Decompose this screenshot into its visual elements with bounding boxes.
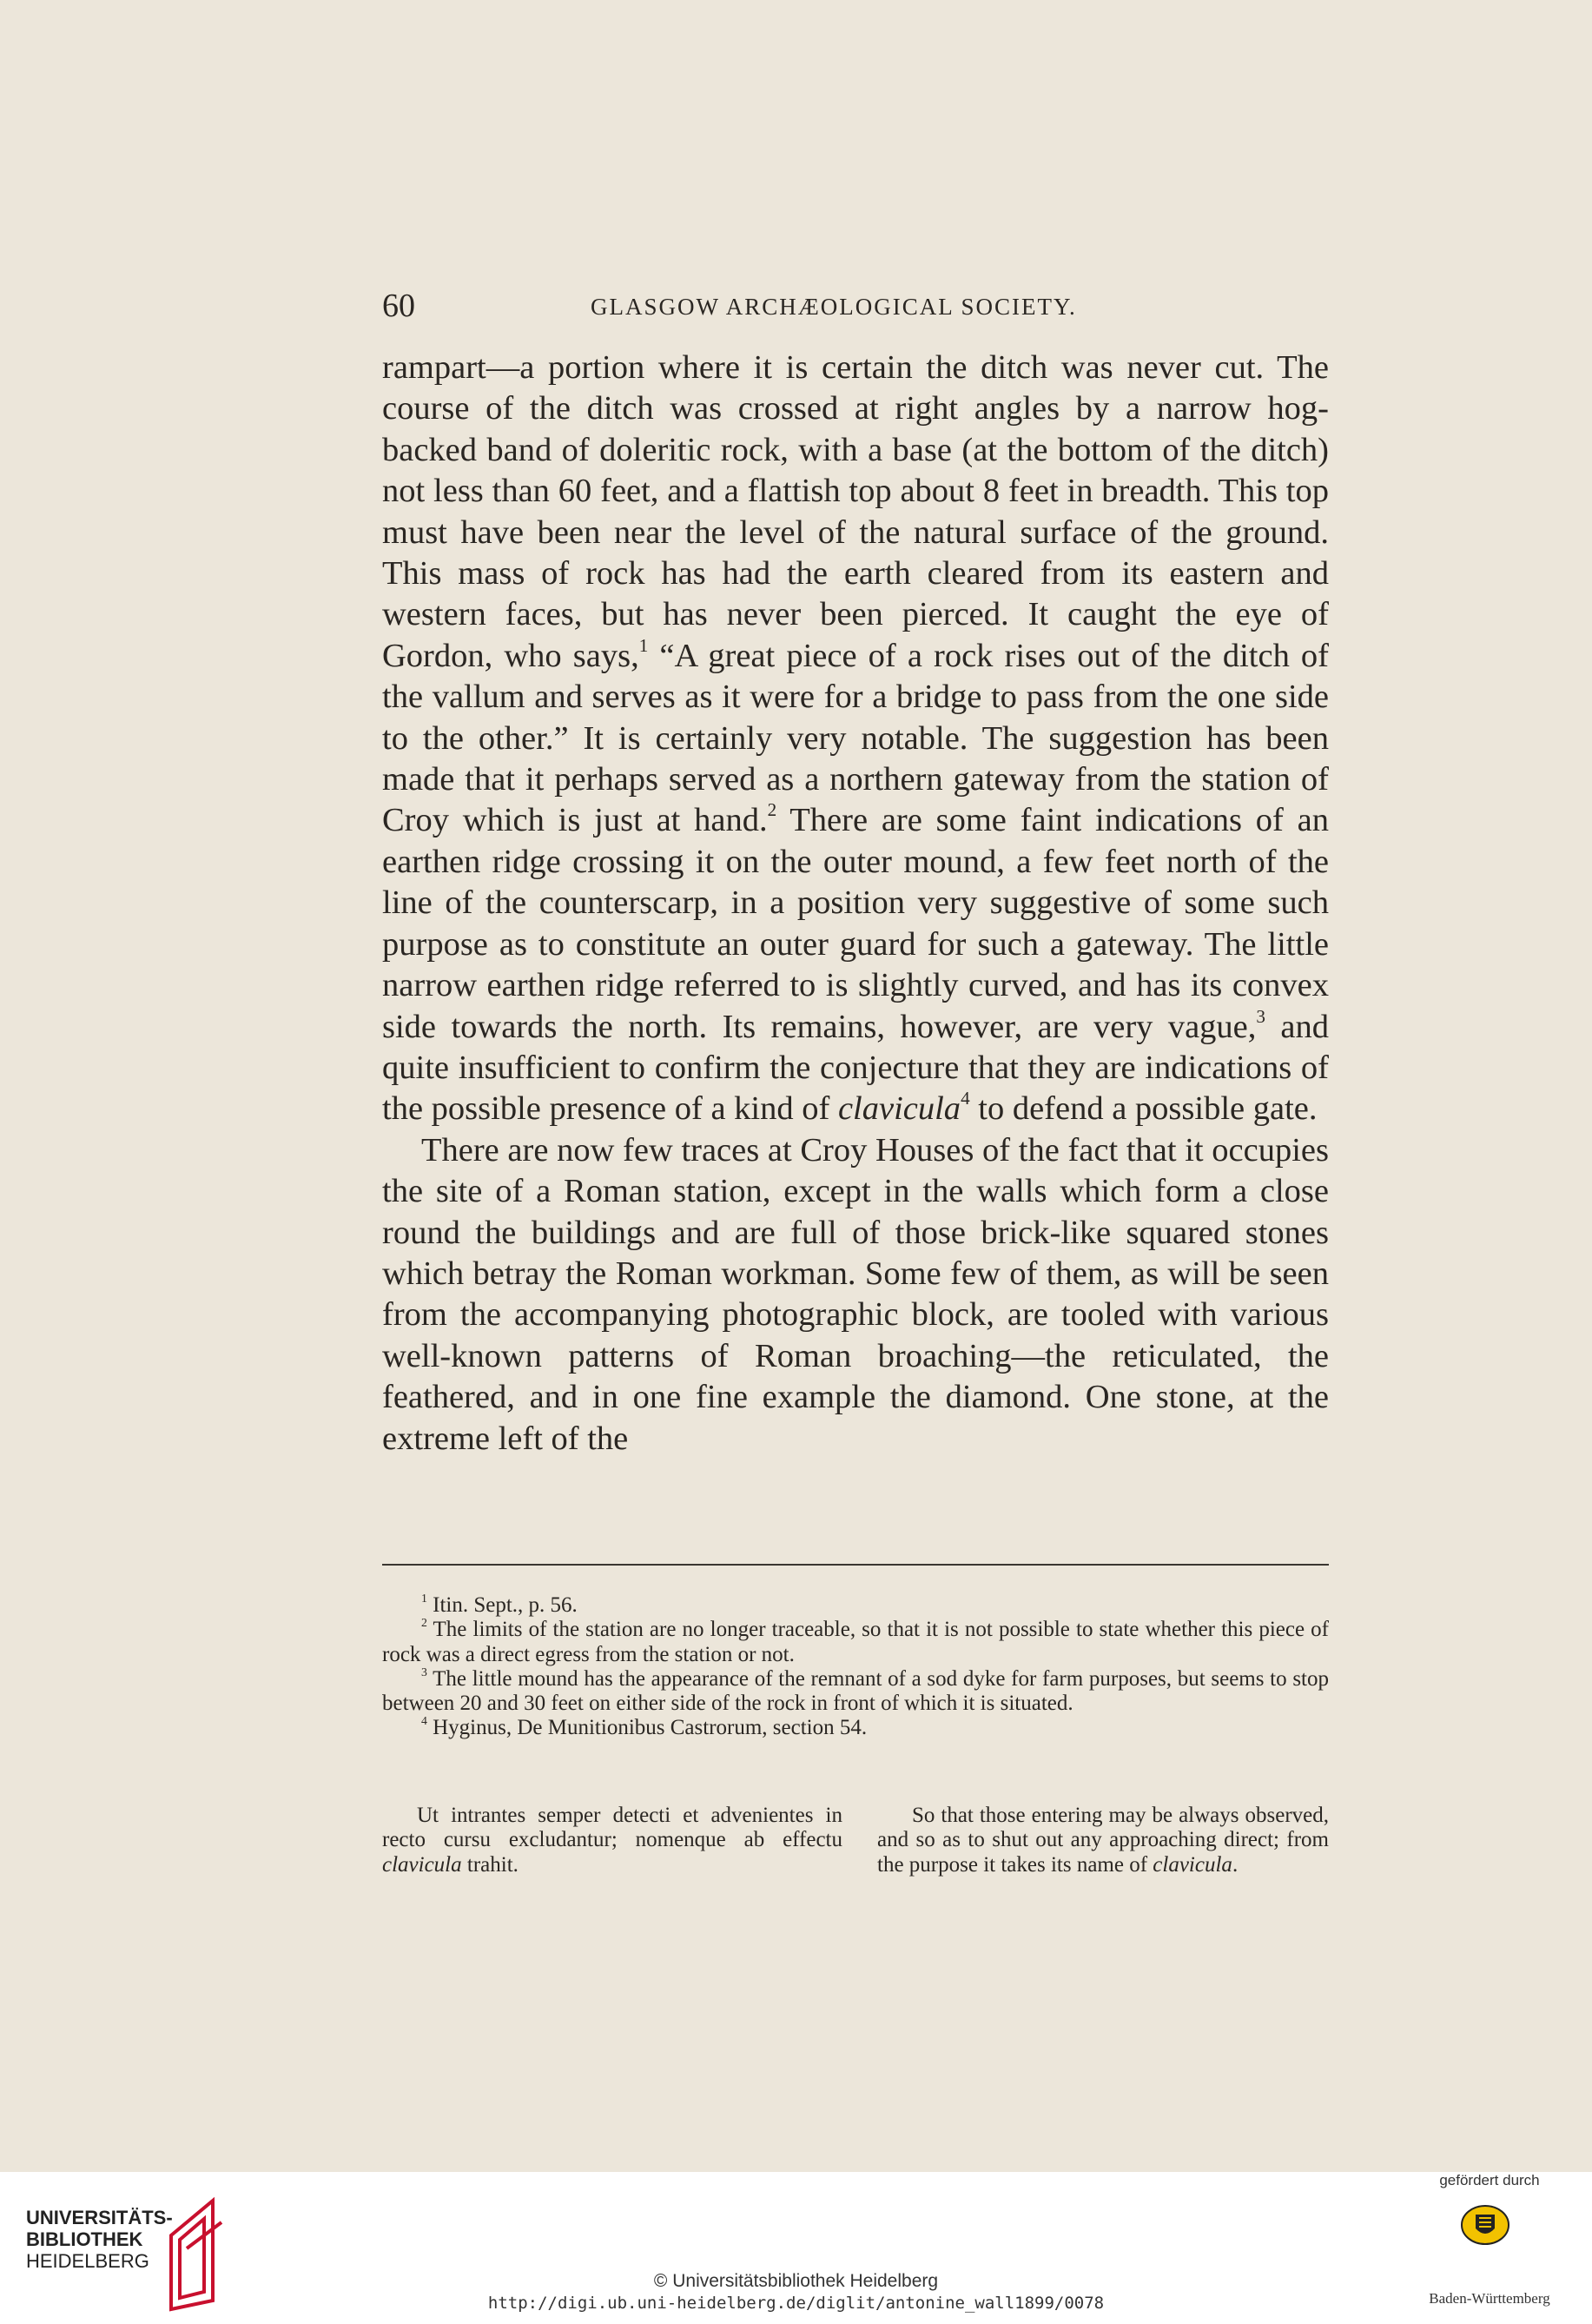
footnote-text: Hyginus, De Munitionibus Castrorum, section 54. <box>426 1716 868 1740</box>
funder-name: Baden-Württemberg <box>1429 2290 1550 2307</box>
translation-body: So that those entering may be always observed, and so as to shut out any approaching direct; from the purpose it takes its name of <box>877 1804 1329 1877</box>
translation-end: . <box>1232 1852 1239 1877</box>
library-name-line3: HEIDELBERG <box>26 2250 149 2272</box>
translation-text <box>877 1804 1329 1877</box>
paragraph-1 <box>382 348 1329 1130</box>
translation-italic-term: clavicula <box>1153 1852 1232 1877</box>
footnote-3 <box>382 1667 1329 1717</box>
page-header <box>382 287 1329 330</box>
latin-text: Ut intrantes semper detecti et advenientes in recto cursu excludantur; nomenque ab effectu <box>382 1804 842 1852</box>
funded-by-label: gefördert durch <box>1439 2172 1540 2188</box>
latin-quote-text <box>382 1804 842 1877</box>
footnotes <box>382 1593 1329 1741</box>
library-name-line2: BIBLIOTHEK <box>26 2228 143 2250</box>
latin-text-end: trahit. <box>461 1852 519 1877</box>
p1-text-c: There are some faint indications of an earthen ridge crossing it on the outer mound, a few feet north of the line of the counterscarp, in a position very suggestive of some such purpose as to constitute an outer guard for such a gateway. The little narrow earthen ridge referred to is slightly curved, and has its convex side towards the north. Its remains, however, are very vague, <box>382 802 1329 1045</box>
footnote-1 <box>382 1593 1329 1618</box>
library-logo-text[interactable] <box>26 2207 173 2272</box>
body-text <box>382 348 1329 1460</box>
baden-wuerttemberg-emblem-icon <box>1459 2202 1511 2248</box>
footnote-text: The limits of the station are no longer traceable, so that it is not possible to state whether this piece of rock was a direct egress from the station or not. <box>382 1618 1329 1666</box>
footnote-2 <box>382 1618 1329 1667</box>
p1-text-d: and quite insufficient to confirm the conjecture that they are indications of the possible presence of a kind of <box>382 1008 1329 1128</box>
p1-italic-term: clavicula <box>837 1090 961 1128</box>
permalink[interactable]: http://digi.ub.uni-heidelberg.de/diglit/antonine_wall1899/0078 <box>487 2294 1105 2313</box>
running-title: GLASGOW ARCHÆOLOGICAL SOCIETY. <box>591 294 1077 320</box>
library-name-line1: UNIVERSITÄTS- <box>26 2207 173 2228</box>
footnote-ref-1: 1 <box>638 634 649 656</box>
english-translation <box>877 1804 1329 1877</box>
footnote-number: 4 <box>421 1714 427 1728</box>
footnote-text: Itin. Sept., p. 56. <box>426 1593 578 1617</box>
footnote-ref-2: 2 <box>767 799 777 821</box>
copyright-notice: © Universitätsbibliothek Heidelberg <box>653 2271 939 2291</box>
paragraph-2: There are now few traces at Croy Houses of the fact that it occupies the site of a Roman station, except in the walls which form a close round the buildings and are full of those brick-like squared stones which betray the Roman workman. Some few of them, as will be seen from the accompanying photographic block, are tooled with various well-known patterns of Roman broaching—the reticulated, the feathered, and in one fine example the diamond. One stone, at the extreme left of the <box>382 1131 1329 1457</box>
p1-text-e: to defend a possible gate. <box>969 1090 1318 1128</box>
page-number: 60 <box>382 288 415 324</box>
footnote-ref-4: 4 <box>961 1088 970 1109</box>
footnote-number: 2 <box>421 1616 427 1630</box>
latin-italic-term: clavicula <box>382 1852 462 1877</box>
p1-text-b: “A great piece of a rock rises out of the ditch of the vallum and serves as it were for a bridge to pass from the one side to the other.” It is certainly very notable. The suggestion has been made that it perhaps served as a northern gateway from the station of Croy which is just at hand. <box>382 637 1329 839</box>
footnote-text: The little mound has the appearance of the remnant of a sod dyke for farm purposes, but seems to stop between 20 and 30 feet on either side of the rock in front of which it is situated. <box>382 1666 1329 1716</box>
latin-quote <box>382 1804 842 1877</box>
footnote-number: 3 <box>421 1665 427 1678</box>
footnote-4 <box>382 1716 1329 1740</box>
footnote-ref-3: 3 <box>1256 1005 1265 1027</box>
footnote-rule <box>382 1564 1329 1566</box>
footnote-number: 1 <box>421 1592 427 1605</box>
p1-text-a: rampart—a portion where it is certain the ditch was never cut. The course of the ditch was crossed at right angles by a narrow hog-backed band of doleritic rock, with a base (at the bottom of the ditch) not less than 60 feet, and a flattish top about 8 feet in breadth. This top must have been near the level of the natural surface of the ground. This mass of rock has had the earth cleared from its eastern and western faces, but has never been pierced. It caught the eye of Gordon, who says, <box>382 349 1329 674</box>
